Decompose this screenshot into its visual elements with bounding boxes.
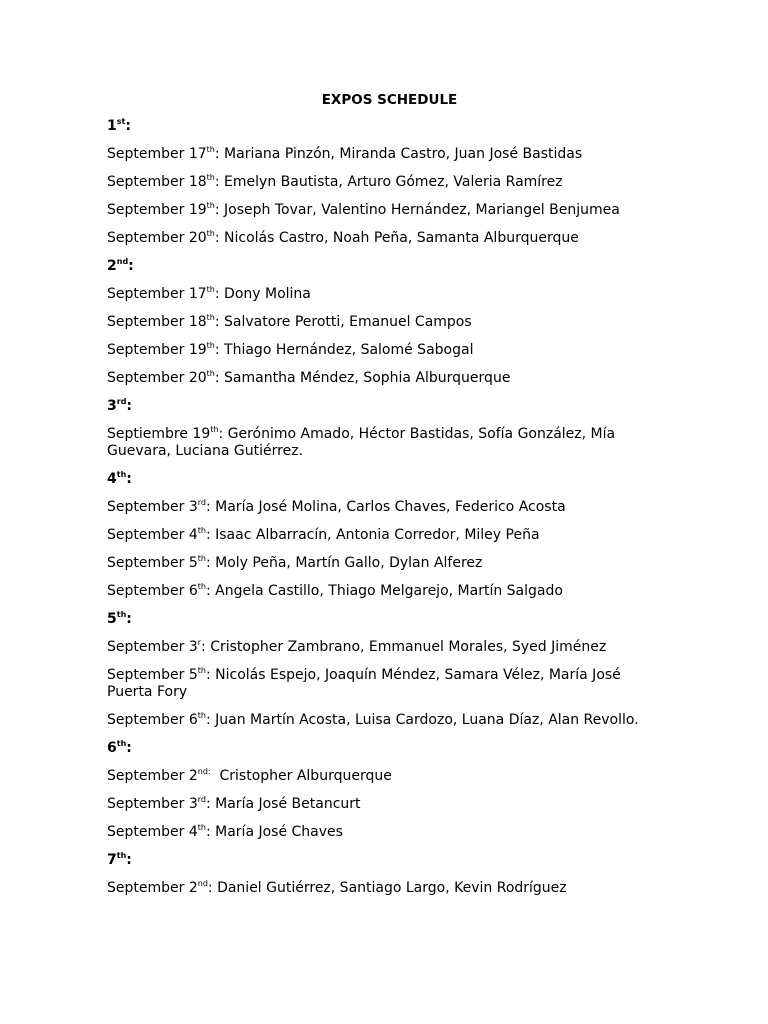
entry-date-suffix: th [206, 341, 215, 350]
entry-names: : Daniel Gutiérrez, Santiago Largo, Kevin Rodríguez [207, 880, 567, 896]
entry-names: Cristopher Alburquerque [210, 768, 392, 784]
group-heading [107, 398, 647, 415]
entry-date: September 2 [107, 880, 198, 896]
document-body [107, 90, 647, 908]
group-heading-colon: : [128, 258, 134, 274]
group-heading [107, 852, 647, 869]
entry-names: : Dony Molina [214, 286, 311, 302]
schedule-entry [107, 499, 647, 516]
schedule-entry [107, 667, 647, 701]
schedule-entry [107, 146, 647, 163]
group-number: 7 [107, 852, 117, 868]
group-heading-colon: : [125, 118, 131, 134]
entry-date-suffix: th [197, 554, 206, 563]
schedule-entry [107, 824, 647, 841]
group-number: 4 [107, 471, 117, 487]
entry-date-suffix: th [206, 229, 215, 238]
group-heading-colon: : [126, 471, 132, 487]
schedule-entry [107, 880, 647, 897]
group-number: 2 [107, 258, 117, 274]
entry-date-suffix: th [206, 285, 215, 294]
entry-names: : Salvatore Perotti, Emanuel Campos [214, 314, 472, 330]
document-title: EXPOS SCHEDULE [321, 92, 458, 108]
entry-date: September 17 [107, 146, 207, 162]
group-heading-colon: : [126, 852, 132, 868]
entry-date: September 6 [107, 712, 198, 728]
group-heading-colon: : [126, 740, 132, 756]
entry-date-suffix: rd [197, 795, 206, 804]
entry-names: : Cristopher Zambrano, Emmanuel Morales, Syed Jiménez [201, 639, 607, 655]
group-number: 5 [107, 611, 117, 627]
entry-date: September 19 [107, 202, 207, 218]
schedule-entry [107, 286, 647, 303]
entry-date: September 17 [107, 286, 207, 302]
group-heading [107, 611, 647, 628]
entry-names: : Samantha Méndez, Sophia Alburquerque [214, 370, 511, 386]
schedule-entry [107, 370, 647, 387]
group-number: 6 [107, 740, 117, 756]
entry-date-suffix: nd [197, 879, 208, 888]
entry-date: September 20 [107, 370, 207, 386]
schedule-entry [107, 342, 647, 359]
entry-date: September 20 [107, 230, 207, 246]
schedule-entry [107, 555, 647, 572]
group-heading-colon: : [126, 398, 133, 414]
entry-date-suffix: th [206, 145, 215, 154]
entry-date: Septiembre 19 [107, 426, 211, 442]
entry-date: September 3 [107, 796, 198, 812]
entry-names: : Joseph Tovar, Valentino Hernández, Mariangel Benjumea [214, 202, 620, 218]
entry-date-suffix: nd: [197, 767, 211, 776]
entry-names: : Emelyn Bautista, Arturo Gómez, Valeria Ramírez [214, 174, 563, 190]
group-heading-colon: : [126, 611, 132, 627]
entry-date-suffix: th [206, 369, 215, 378]
entry-names: : Moly Peña, Martín Gallo, Dylan Alferez [205, 555, 483, 571]
entry-date: September 18 [107, 314, 207, 330]
entry-date-suffix: th [206, 173, 215, 182]
group-ordinal-suffix: rd [116, 397, 127, 406]
group-ordinal-suffix: nd [116, 257, 129, 266]
entry-date-suffix: th [197, 666, 206, 675]
entry-names: : Isaac Albarracín, Antonia Corredor, Miley Peña [205, 527, 540, 543]
schedule-entry [107, 314, 647, 331]
schedule-entry [107, 639, 647, 656]
schedule-groups [107, 118, 647, 897]
entry-date-suffix: th [197, 526, 206, 535]
entry-date-suffix: rd [197, 498, 206, 507]
entry-date-suffix: th [197, 582, 206, 591]
group-number: 3 [107, 398, 117, 414]
entry-date: September 5 [107, 667, 198, 683]
entry-names: : Nicolás Espejo, Joaquín Méndez, Samara Vélez, María José Puerta Fory [107, 667, 626, 700]
schedule-entry [107, 230, 647, 247]
schedule-entry [107, 583, 647, 600]
entry-names: : María José Chaves [205, 824, 343, 840]
group-number: 1 [107, 118, 117, 134]
entry-names: : Juan Martín Acosta, Luisa Cardozo, Luana Díaz, Alan Revollo. [205, 712, 639, 728]
entry-names: : María José Molina, Carlos Chaves, Federico Acosta [205, 499, 566, 515]
group-ordinal-suffix: th [116, 470, 127, 479]
schedule-entry [107, 712, 647, 729]
schedule-entry [107, 768, 647, 785]
entry-date-suffix: r [197, 638, 202, 647]
entry-date-suffix: th [206, 313, 215, 322]
entry-names: : Thiago Hernández, Salomé Sabogal [214, 342, 474, 358]
entry-date: September 5 [107, 555, 198, 571]
schedule-entry [107, 796, 647, 813]
group-ordinal-suffix: th [116, 851, 127, 860]
entry-names: : Mariana Pinzón, Miranda Castro, Juan José Bastidas [214, 146, 583, 162]
group-ordinal-suffix: th [116, 739, 127, 748]
entry-date: September 4 [107, 527, 198, 543]
group-heading [107, 471, 647, 488]
entry-date-suffix: th [210, 425, 219, 434]
schedule-entry [107, 174, 647, 191]
entry-names: : María José Betancurt [205, 796, 361, 812]
group-heading [107, 258, 647, 275]
group-heading [107, 740, 647, 757]
schedule-entry [107, 527, 647, 544]
entry-date-suffix: th [206, 201, 215, 210]
schedule-entry [107, 426, 647, 460]
entry-date: September 18 [107, 174, 207, 190]
entry-date: September 19 [107, 342, 207, 358]
group-ordinal-suffix: st [116, 117, 126, 126]
group-ordinal-suffix: th [116, 610, 127, 619]
entry-names: : Angela Castillo, Thiago Melgarejo, Martín Salgado [205, 583, 563, 599]
schedule-entry [107, 202, 647, 219]
entry-date: September 2 [107, 768, 198, 784]
group-heading [107, 118, 647, 135]
entry-date: September 4 [107, 824, 198, 840]
entry-date-suffix: th [197, 823, 206, 832]
entry-names: : Nicolás Castro, Noah Peña, Samanta Alburquerque [214, 230, 579, 246]
entry-date: September 3 [107, 499, 198, 515]
entry-names: : Gerónimo Amado, Héctor Bastidas, Sofía González, Mía Guevara, Luciana Gutiérrez. [107, 426, 620, 459]
entry-date: September 6 [107, 583, 198, 599]
entry-date-suffix: th [197, 711, 206, 720]
entry-date: September 3 [107, 639, 198, 655]
